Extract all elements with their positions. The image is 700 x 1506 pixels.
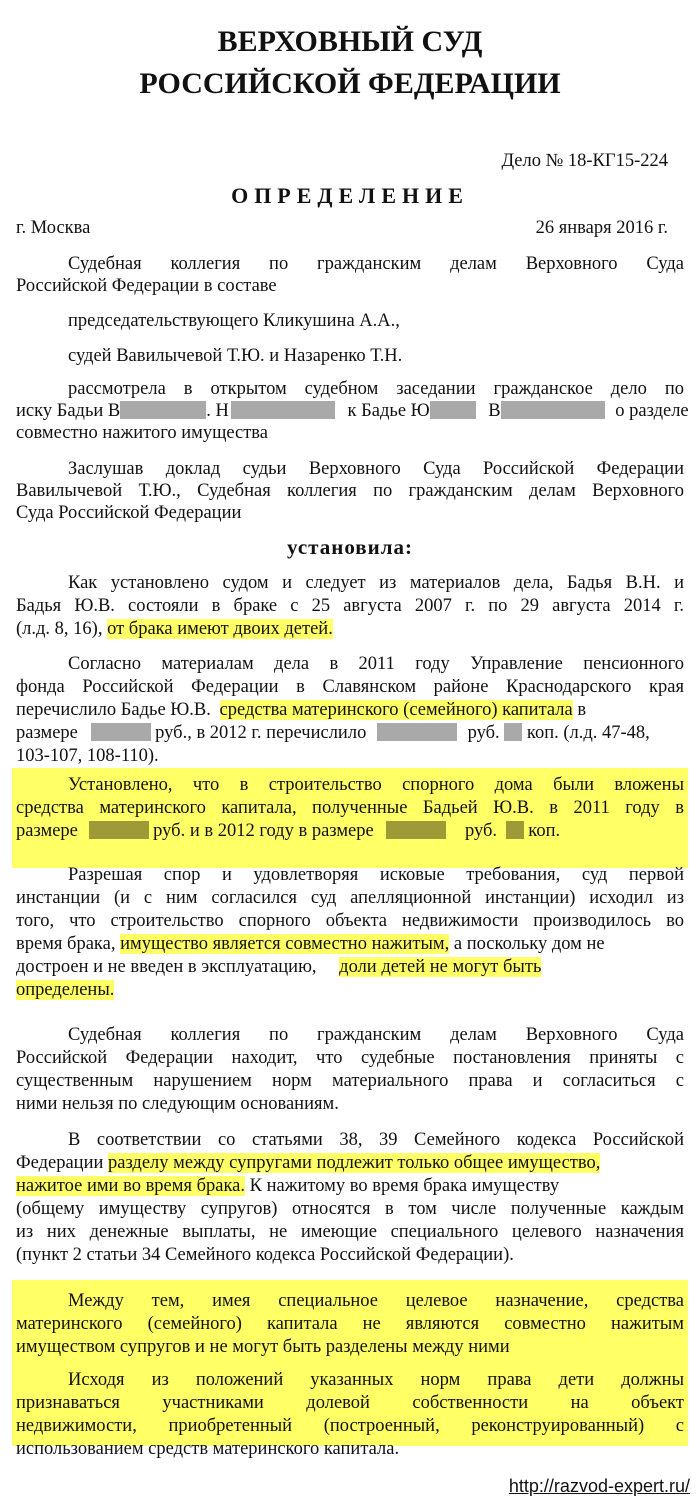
para4-line: Разрешая спор и удовлетворяя исковые требования, суд первой (68, 865, 684, 885)
highlight: определены. (16, 980, 115, 1000)
judges: судей Вавилычевой Т.Ю. и Назаренко Т.Н. (68, 346, 403, 366)
highlight: от брака имеют двоих детей. (107, 619, 333, 639)
redaction (89, 821, 149, 839)
para2-line: перечислило Бадье Ю.В. средства материнского (семейного) капитала в (16, 700, 587, 720)
redaction (120, 401, 206, 419)
redaction (501, 401, 605, 419)
court-name-line2: РОССИЙСКОЙ ФЕДЕРАЦИИ (139, 67, 561, 100)
para3-line: Установлено, что в строительство спорного дома были вложены (68, 775, 684, 795)
redaction (386, 821, 446, 839)
para4-line (16, 979, 114, 1001)
redaction (504, 723, 522, 741)
case-number: Дело № 18-КГ15-224 (501, 151, 668, 171)
redaction (430, 401, 476, 419)
para6-line: (пункт 2 статьи 34 Семейного кодекса Российской Федерации). (16, 1245, 514, 1265)
para7-line: Между тем, имея специальное целевое назначение, средства (68, 1291, 684, 1311)
intro-line: Судебная коллегия по гражданским делам Верховного Суда (68, 254, 684, 274)
para1-line: Как установлено судом и следует из материалов дела, Бадья В.Н. и (68, 573, 684, 593)
intro-line: Российской Федерации в составе (16, 276, 277, 296)
heard-line: Вавилычевой Т.Ю., Судебная коллегия по гражданским делам Верховного (16, 481, 684, 501)
heard-line: Суда Российской Федерации (16, 503, 242, 523)
document-date: 26 января 2016 г. (535, 218, 668, 238)
para6-line: Федерации разделу между супругами подлежит только общее имущество, (16, 1153, 601, 1173)
highlight: средства материнского (семейного) капитала (219, 700, 573, 720)
heard-line: Заслушав доклад судьи Верховного Суда Российской Федерации (68, 459, 684, 479)
para5-line: ними нельзя по следующим основаниям. (16, 1094, 339, 1114)
document-title: ОПРЕДЕЛЕНИЕ (231, 183, 469, 208)
para5-line: Российской Федерации находит, что судебные постановления приняты с (16, 1048, 684, 1068)
para4-line: достроен и не введен в эксплуатацию, доли детей не могут быть (16, 957, 542, 977)
highlight: доли детей не могут быть (339, 957, 542, 977)
redaction (91, 723, 151, 741)
para8-line: признаваться участниками долевой собственности на объект (16, 1393, 684, 1413)
para2-line: Согласно материалам дела в 2011 году Управление пенсионного (68, 654, 684, 674)
city: г. Москва (16, 218, 91, 238)
para1-line: Бадья Ю.В. состояли в браке с 25 августа 2007 г. по 29 августа 2014 г. (16, 596, 684, 616)
para8-line: недвижимости, приобретенный (построенный, реконструированный) с (16, 1416, 684, 1436)
para6-line: (общему имуществу супругов) относятся в том числе полученные каждым (16, 1199, 684, 1219)
para6-line: нажитое ими во время брака. К нажитому во время брака имуществу (16, 1176, 560, 1196)
source-link[interactable]: http://razvod-expert.ru/ (508, 1476, 690, 1496)
para2-line: 103-107, 108-110). (16, 746, 159, 766)
para2-line: размере руб., в 2012 г. перечислило руб. коп. (л.д. 47-48, (16, 723, 650, 743)
highlight: нажитое ими во время брака. (16, 1176, 246, 1196)
para4-line: того, что строительство спорного объекта недвижимости производилось во (16, 911, 684, 931)
redaction (231, 401, 335, 419)
para7-line: имуществом супругов и не могут быть разделены между ними (16, 1337, 510, 1357)
intro-line: совместно нажитого имущества (16, 423, 268, 443)
para4-line: время брака, имущество является совместно нажитым, а поскольку дом не (16, 934, 605, 954)
para5-line: существенным нарушением норм материального права и согласиться с (16, 1071, 684, 1091)
redaction (377, 723, 457, 741)
para6-line: В соответствии со статьями 38, 39 Семейного кодекса Российской (68, 1130, 684, 1150)
established-heading: установила: (286, 535, 414, 559)
intro-parties-line: иску Бадьи В . Н к Бадье Ю В о разделе (16, 401, 689, 421)
para5-line: Судебная коллегия по гражданским делам Верховного Суда (68, 1025, 684, 1045)
para4-line: инстанции (и с ним согласился суд апелляционной инстанции) исходил из (16, 888, 684, 908)
para2-line: фонда Российской Федерации в Славянском районе Краснодарского края (16, 677, 684, 697)
para6-line: из них денежные выплаты, не имеющие специального целевого назначения (16, 1222, 684, 1242)
presiding-judge: председательствующего Кликушина А.А., (68, 311, 400, 331)
para8-line: использованием средств материнского капитала. (16, 1439, 400, 1459)
redaction (506, 821, 524, 839)
intro-line: рассмотрела в открытом судебном заседании гражданское дело по (68, 379, 684, 399)
para8-line: Исходя из положений указанных норм права дети должны (68, 1370, 684, 1390)
para3-line: средства материнского капитала, полученные Бадьей Ю.В. в 2011 году в (16, 798, 684, 818)
highlight: имущество является совместно нажитым, (120, 934, 450, 954)
court-name-line1: ВЕРХОВНЫЙ СУД (217, 25, 483, 58)
para7-line: материнского (семейного) капитала не являются совместно нажитым (16, 1314, 684, 1334)
para3-line: размере руб. и в 2012 году в размере руб. коп. (16, 821, 561, 841)
para1-line: (л.д. 8, 16), от брака имеют двоих детей. (16, 619, 333, 639)
highlight: разделу между супругами подлежит только общее имущество, (108, 1153, 601, 1173)
